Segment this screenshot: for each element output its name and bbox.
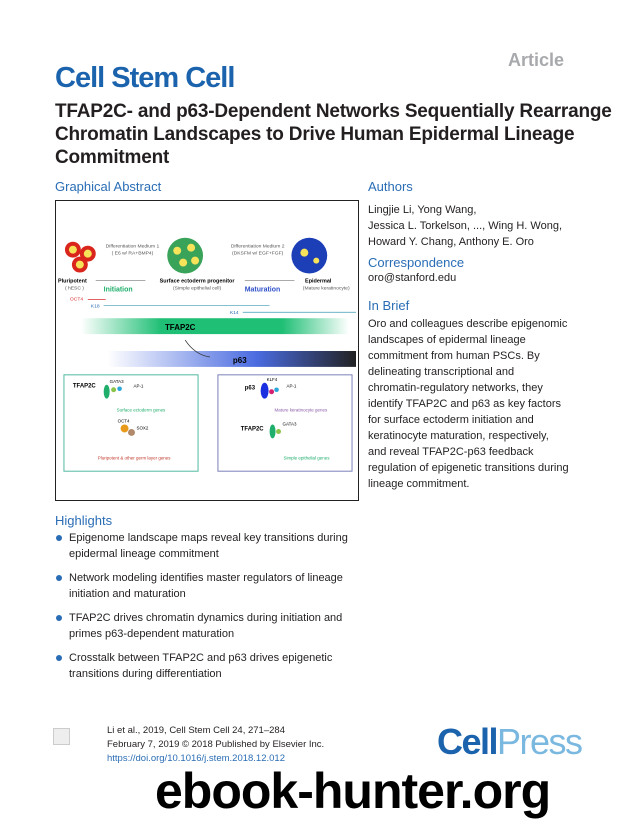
publication-date: February 7, 2019 © 2018 Published by Elsevier Inc.	[107, 739, 325, 750]
left-genes1: Surface ectoderm genes	[116, 407, 166, 413]
authors-line: Jessica L. Torkelson, ..., Wing H. Wong,	[368, 220, 563, 232]
right-genes2: Simple epithelial genes	[283, 455, 330, 461]
stage-epidermal-sub: (Mature keratinocyte)	[302, 286, 350, 292]
in-brief-heading: In Brief	[368, 298, 410, 313]
right-tf-label: p63	[244, 385, 256, 392]
right-genes1: Mature keratinocyte genes	[274, 407, 328, 413]
left-ap1: AP-1	[133, 383, 144, 389]
paper-title: TFAP2C- and p63-Dependent Networks Sequentially Rearrange Chromatin Landscapes to Drive Human Epidermal Lineage Commitment	[55, 101, 612, 168]
right-gata3: GATA3	[282, 421, 297, 427]
in-brief-line: commitment from human PSCs. By	[368, 350, 540, 362]
highlight-item: Network modeling identifies master regulators of lineage initiation and maturation	[55, 570, 355, 602]
k18-marker: K18	[90, 304, 100, 310]
tfap2c-label: TFAP2C	[164, 323, 196, 333]
highlight-item: Crosstalk between TFAP2C and p63 drives epigenetic transitions during differentiation	[55, 650, 355, 682]
right-panel	[218, 375, 352, 471]
logo-cell: Cell	[437, 721, 498, 762]
p63-label: p63	[232, 355, 247, 365]
in-brief-text	[368, 316, 569, 492]
doi-link[interactable]: https://doi.org/10.1016/j.stem.2018.12.012	[107, 753, 285, 764]
stage-pluripotent-sub: ( hESC )	[64, 286, 84, 292]
left-panel	[64, 375, 198, 471]
in-brief-line: lineage commitment.	[368, 478, 470, 490]
highlight-item: TFAP2C drives chromatin dynamics during initiation and primes p63-dependent maturation	[55, 610, 355, 642]
watermark: ebook-hunter.org	[155, 763, 551, 819]
right-ap1: AP-1	[286, 383, 297, 389]
left-genes2: Pluripotent & other germ layer genes	[97, 455, 171, 461]
stage-progenitor: Surface ectoderm progenitor	[159, 278, 235, 285]
medium1-label: Differentiation Medium 1	[105, 244, 160, 250]
authors-heading: Authors	[368, 179, 413, 194]
authors-line: Howard Y. Chang, Anthony E. Oro	[368, 236, 534, 248]
highlights-heading: Highlights	[55, 513, 113, 528]
in-brief-line: and reveal TFAP2C-p63 feedback	[368, 446, 534, 458]
logo-press: Press	[497, 721, 582, 762]
graphical-abstract-figure	[55, 200, 359, 501]
pluripotent-cells-icon	[65, 242, 96, 273]
article-label: Article	[508, 50, 565, 70]
right-klf4: KLF4	[266, 376, 278, 382]
highlight-item: Epigenome landscape maps reveal key transitions during epidermal lineage commitment	[55, 530, 355, 562]
correspondence-email[interactable]: oro@stanford.edu	[368, 272, 457, 284]
medium1-sub: ( E6 w/ RA+BMP4)	[111, 251, 154, 257]
stage-progenitor-sub: (Simple epithelial cell)	[172, 286, 222, 292]
initiation-label: Initiation	[103, 286, 133, 294]
left-oct4: OCT4	[117, 418, 130, 424]
stage-pluripotent: Pluripotent	[57, 278, 87, 285]
citation: Li et al., 2019, Cell Stem Cell 24, 271–284	[107, 725, 285, 736]
in-brief-line: Oro and colleagues describe epigenomic	[368, 318, 568, 330]
citation-footer	[107, 724, 324, 766]
progenitor-cells-icon	[167, 238, 203, 274]
correspondence-heading: Correspondence	[368, 255, 465, 270]
in-brief-line: for surface ectoderm initiation and	[368, 414, 534, 426]
k14-marker: K14	[229, 311, 239, 317]
in-brief-line: regulation of epigenetic transitions during	[368, 462, 569, 474]
journal-logo: Cell Stem Cell	[55, 62, 235, 94]
keratinocyte-cells-icon	[291, 238, 327, 274]
maturation-label: Maturation	[244, 286, 281, 294]
left-sox2: SOX2	[136, 425, 149, 431]
highlights-list	[55, 530, 355, 690]
medium2-label: Differentiation Medium 2	[230, 244, 285, 250]
tfap2c-gradient-bar	[81, 318, 349, 334]
left-gata3: GATA3	[109, 378, 124, 384]
medium2-sub: (DKSFM w/ EGF+FGF)	[231, 251, 284, 257]
left-tf-label: TFAP2C	[72, 383, 96, 390]
in-brief-line: chromatin-regulatory networks, they	[368, 382, 543, 394]
in-brief-line: delineating transcriptional and	[368, 366, 515, 378]
p63-gradient-bar	[108, 351, 356, 367]
right-tf2-label: TFAP2C	[240, 426, 264, 433]
in-brief-line: keratinocyte maturation, respectively,	[368, 430, 549, 442]
stage-epidermal: Epidermal	[305, 278, 332, 285]
in-brief-line: identify TFAP2C and p63 as key factors	[368, 398, 562, 410]
in-brief-line: landscapes of epidermal lineage	[368, 334, 526, 346]
oct4-marker: OCT4	[69, 297, 84, 303]
check-for-updates-icon[interactable]	[53, 728, 70, 745]
cellpress-logo	[437, 722, 582, 762]
authors-line: Lingjie Li, Yong Wang,	[368, 204, 477, 216]
graphical-abstract-heading: Graphical Abstract	[55, 179, 162, 194]
